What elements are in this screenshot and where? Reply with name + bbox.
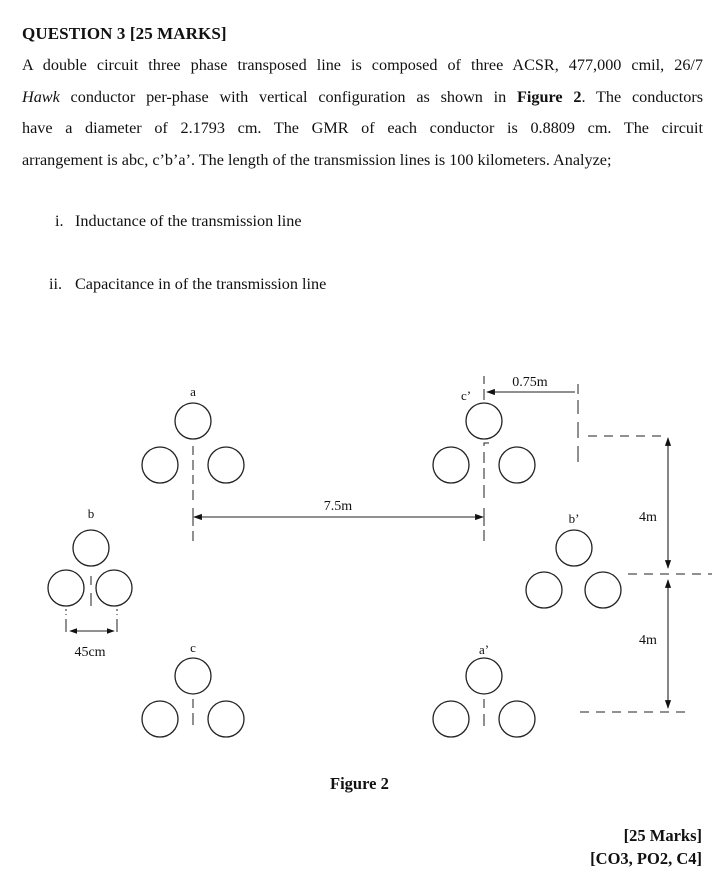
conductor-circle	[96, 570, 132, 606]
conductor-bundle-c	[142, 658, 244, 737]
conductor-circle	[175, 658, 211, 694]
conductor-circle	[73, 530, 109, 566]
phase-label-b: b	[87, 506, 95, 521]
phase-label-c: c	[190, 640, 196, 655]
figure-reference: Figure 2	[517, 88, 582, 106]
dimension-label-4m-lower: 4m	[639, 633, 657, 648]
conductor-circle	[499, 447, 535, 483]
conductor-circle	[48, 570, 84, 606]
conductor-circle	[466, 658, 502, 694]
phase-label-a: a	[190, 384, 196, 399]
conductor-circle	[556, 530, 592, 566]
hawk-text: Hawk	[22, 88, 60, 106]
dimension-label-45cm: 45cm	[74, 645, 106, 660]
conductor-circle	[466, 403, 502, 439]
dimension-label-0-75m: 0.75m	[512, 375, 548, 390]
conductor-bundle-b	[48, 530, 132, 632]
dimension-label-7-5m: 7.5m	[323, 499, 353, 514]
conductor-circle	[526, 572, 562, 608]
conductor-bundle-a-prime	[433, 658, 535, 737]
conductor-circle	[499, 701, 535, 737]
marks-label: [25 Marks]	[623, 826, 702, 845]
conductor-circle	[142, 701, 178, 737]
conductor-circle	[433, 701, 469, 737]
question-line-3: have a diameter of 2.1793 cm. The GMR of each conductor is 0.8809 cm. The circuit	[22, 119, 703, 137]
phase-label-b-prime: b’	[568, 511, 580, 526]
conductor-circle	[208, 701, 244, 737]
phase-label-a-prime: a’	[478, 642, 490, 657]
question-line-4: arrangement is abc, c’b’a’. The length of the transmission lines is 100 kilometers. Analyze;	[22, 151, 612, 169]
phase-label-c-prime: c’	[460, 388, 472, 403]
dimension-label-4m-upper: 4m	[639, 510, 657, 525]
conductor-circle	[142, 447, 178, 483]
conductor-circle	[433, 447, 469, 483]
question-line-1: A double circuit three phase transposed line is composed of three ACSR, 477,000 cmil, 26/7	[22, 56, 703, 74]
task-item-1: i. Inductance of the transmission line	[55, 212, 302, 230]
question-line-2: Hawk conductor per-phase with vertical configuration as shown in Figure 2. The conductors	[22, 88, 704, 106]
conductor-circle	[585, 572, 621, 608]
question-heading: QUESTION 3 [25 MARKS]	[22, 24, 227, 43]
outcomes-label: [CO3, PO2, C4]	[590, 849, 702, 868]
conductor-circle	[208, 447, 244, 483]
conductor-bundle-b-prime	[526, 530, 621, 608]
conductor-circle	[175, 403, 211, 439]
task-item-2: ii. Capacitance in of the transmission line	[49, 275, 327, 293]
figure-caption: Figure 2	[330, 774, 389, 793]
